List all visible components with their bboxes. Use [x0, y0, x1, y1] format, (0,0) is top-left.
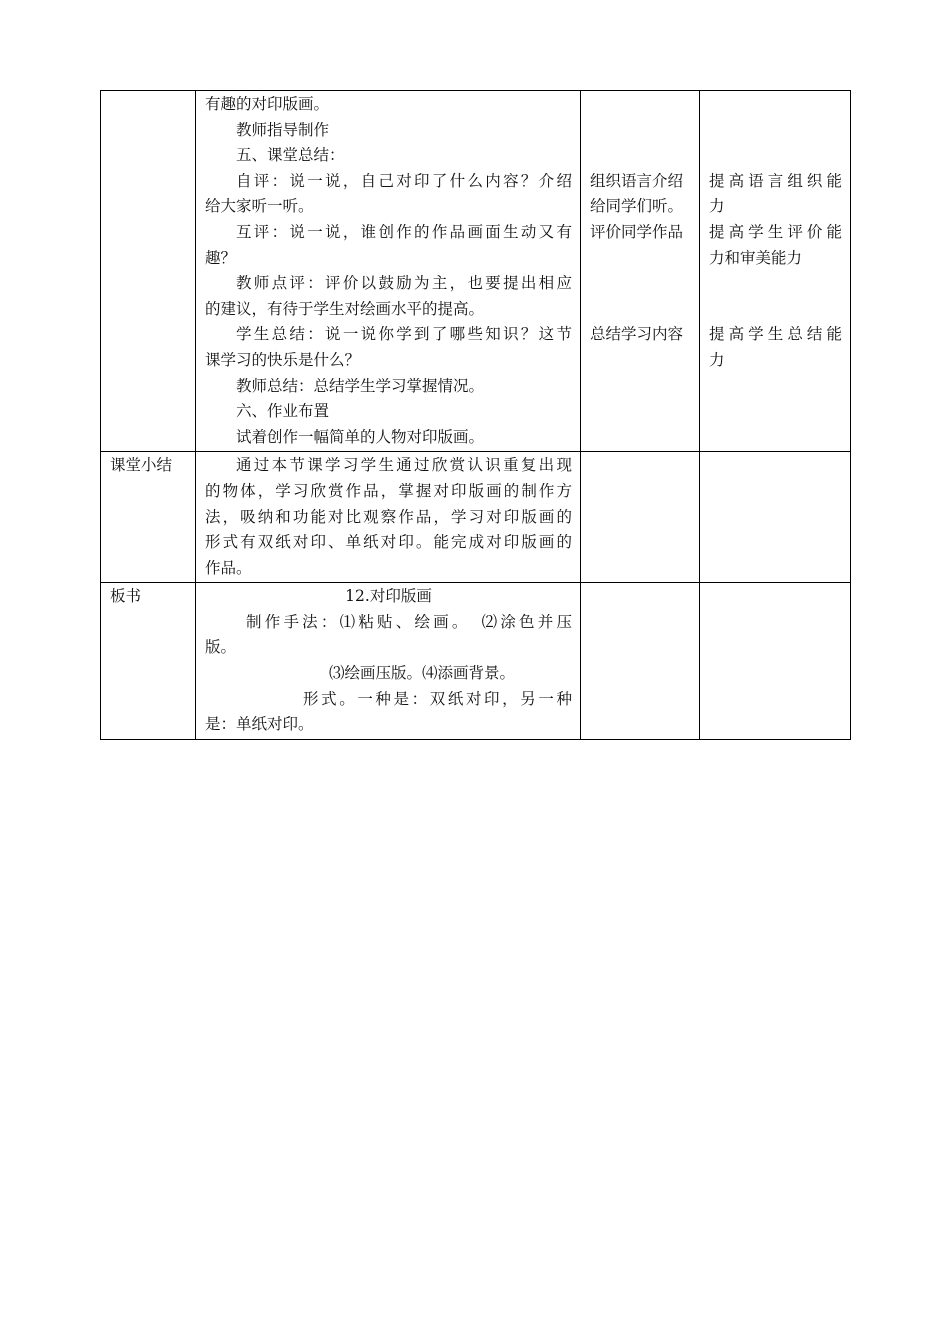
process-row: [101, 91, 851, 452]
intent-line: 提高学生评价能: [709, 222, 842, 241]
summary-line: 通过本节课学习学生通过欣赏认识重复出现: [236, 456, 572, 475]
blackboard-empty-cell: [700, 583, 851, 740]
summary-line: 法，吸纳和功能对比观察作品，学习对印版画的: [205, 507, 572, 526]
content-line: 试着创作一幅简单的人物对印版画。: [236, 427, 485, 446]
activity-line: 组织语言介绍: [590, 171, 684, 190]
blackboard-line: ⑶绘画压版。⑷添画背景。: [329, 664, 516, 683]
content-line: 趣？: [205, 248, 237, 267]
content-line: 有趣的对印版画。: [205, 95, 330, 113]
content-line: 给大家听一听。: [205, 197, 314, 216]
content-line: 教师总结：总结学生学习掌握情况。: [236, 376, 485, 395]
blackboard-row: [101, 583, 851, 740]
summary-empty-cell: [581, 452, 700, 583]
content-line: 的建议，有待于学生对绘画水平的提高。: [205, 299, 485, 318]
content-line: 五、课堂总结：: [236, 146, 345, 165]
summary-line: 的物体，学习欣赏作品，掌握对印版画的制作方: [205, 481, 572, 500]
intent-line: 力和审美能力: [709, 248, 803, 267]
process-content-cell: [196, 91, 581, 452]
blackboard-line: 是：单纸对印。: [205, 715, 314, 734]
summary-line: 形式有双纸对印、单纸对印。能完成对印版画的: [205, 533, 572, 552]
lesson-plan-table: [100, 90, 851, 740]
process-label-cell: [101, 91, 196, 452]
blackboard-content-cell: [196, 583, 581, 740]
content-line: 教师点评：评价以鼓励为主，也要提出相应: [236, 274, 572, 293]
summary-content-cell: [196, 452, 581, 583]
summary-label-cell: [101, 452, 196, 583]
summary-empty-cell: [700, 452, 851, 583]
blackboard-title: 12.对印版画: [345, 587, 432, 606]
summary-line: 作品。: [205, 558, 252, 577]
content-line: 六、作业布置: [236, 402, 330, 421]
blackboard-line: 形式。一种是：双纸对印，另一种: [303, 689, 572, 708]
blackboard-line: 制作手法：⑴粘贴、绘画。 ⑵涂色并压: [246, 612, 572, 631]
content-line: 教师指导制作: [236, 120, 330, 139]
summary-label: 课堂小结: [110, 456, 173, 475]
blackboard-label-cell: [101, 583, 196, 740]
blackboard-label: 板书: [110, 587, 142, 606]
blackboard-empty-cell: [581, 583, 700, 740]
content-line: 课学习的快乐是什么？: [205, 350, 361, 369]
intent-line: 提高语言组织能: [709, 171, 842, 190]
activity-line: 评价同学作品: [590, 222, 684, 241]
activity-line: 总结学习内容: [590, 325, 684, 344]
content-line: 互评：说一说，谁创作的作品画面生动又有: [236, 222, 572, 241]
intent-line: 力: [709, 197, 725, 216]
design-intent-cell: [700, 91, 851, 452]
student-activity-cell: [581, 91, 700, 452]
content-line: 自评：说一说，自己对印了什么内容？介绍: [236, 171, 572, 190]
intent-line: 提高学生总结能: [709, 325, 842, 344]
content-line: 学生总结：说一说你学到了哪些知识？这节: [236, 325, 572, 344]
summary-row: [101, 452, 851, 583]
blackboard-line: 版。: [205, 638, 237, 657]
activity-line: 给同学们听。: [590, 197, 684, 216]
intent-line: 力: [709, 350, 725, 369]
